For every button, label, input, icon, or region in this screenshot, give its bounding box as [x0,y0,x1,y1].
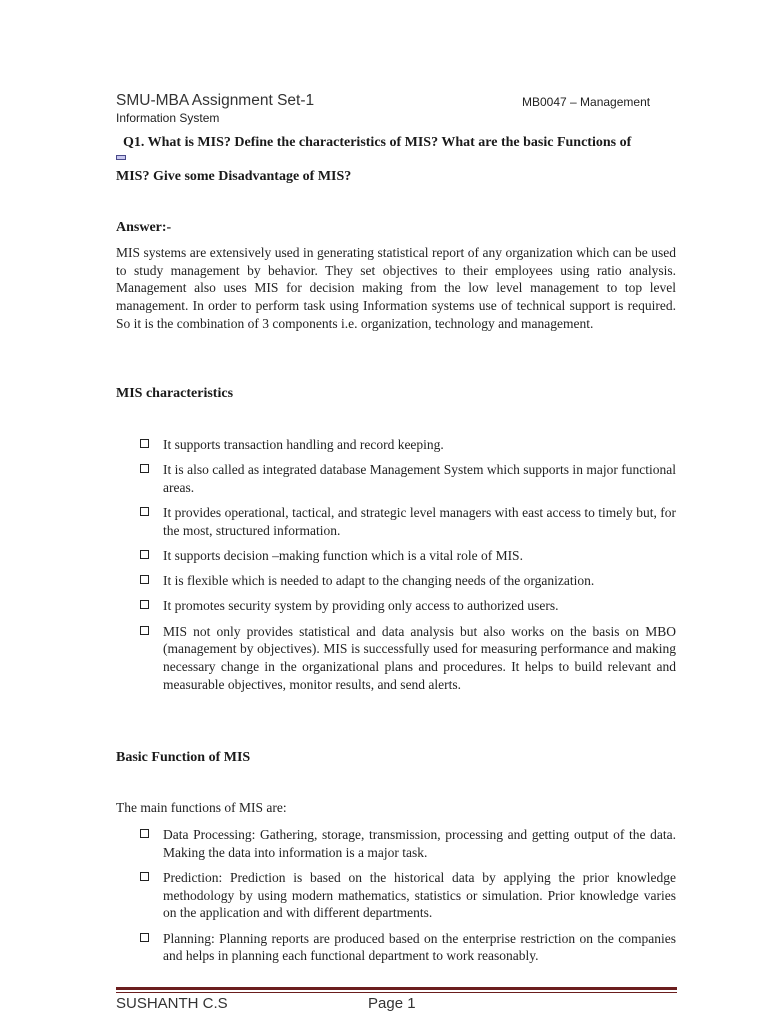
footer-rule-thin [116,992,677,993]
checkbox-bullet-icon [140,464,149,473]
characteristics-title: MIS characteristics [116,386,234,401]
question-line-1: Q1. What is MIS? Define the characteristics of MIS? What are the basic Functions of [123,135,632,150]
list-item: Data Processing: Gathering, storage, transmission, processing and getting output of the data. Making the data into information is a major task. [140,826,676,861]
characteristics-list [140,436,676,701]
functions-title: Basic Function of MIS [116,750,251,765]
header-subtitle: Information System [116,111,220,125]
question-line-2: MIS? Give some Disadvantage of MIS? [116,169,352,184]
footer-page-number: Page 1 [368,995,416,1012]
checkbox-bullet-icon [140,550,149,559]
header-title: SMU-MBA Assignment Set-1 [116,92,315,109]
checkbox-bullet-icon [140,626,149,635]
annotation-marker-icon [116,155,126,160]
list-item: It provides operational, tactical, and strategic level managers with east access to timely but, for the most, structured information. [140,504,676,539]
list-item: It promotes security system by providing only access to authorized users. [140,597,676,615]
answer-paragraph: MIS systems are extensively used in generating statistical report of any organization which can be used to study management by behavior. They set objectives to their employees using ratio analysis. Management also uses MIS for decision making from the low level management to top level management. In order to perform task using Information systems use of technical support is required. So it is the combination of 3 components i.e. organization, technology and management. [116,245,676,331]
question-block [116,134,678,184]
checkbox-bullet-icon [140,933,149,942]
checkbox-bullet-icon [140,439,149,448]
footer-rule-thick [116,987,677,990]
checkbox-bullet-icon [140,829,149,838]
functions-list [140,826,676,972]
answer-label: Answer:- [116,220,172,235]
list-item: It is flexible which is needed to adapt to the changing needs of the organization. [140,572,676,590]
list-item: It is also called as integrated database Management System which supports in major functional areas. [140,461,676,496]
functions-intro: The main functions of MIS are: [116,800,287,815]
header-course: MB0047 – Management [522,95,651,109]
checkbox-bullet-icon [140,600,149,609]
list-item: It supports transaction handling and record keeping. [140,436,676,454]
list-item: Prediction: Prediction is based on the historical data by applying the prior knowledge methodology by using modern mathematics, statistics or simulation. Prior knowledge varies on the application and with different departments. [140,869,676,922]
checkbox-bullet-icon [140,507,149,516]
list-item: MIS not only provides statistical and data analysis but also works on the basis on MBO (management by objectives). MIS is successfully used for measuring performance and making necessary change in the organizational plans and procedures. It helps to build relevant and measurable objectives, monitor results, and send alerts. [140,623,676,694]
checkbox-bullet-icon [140,575,149,584]
footer-author: SUSHANTH C.S [116,995,228,1012]
list-item: It supports decision –making function which is a vital role of MIS. [140,547,676,565]
list-item: Planning: Planning reports are produced based on the enterprise restriction on the companies and helps in planning each functional department to work reasonably. [140,930,676,965]
checkbox-bullet-icon [140,872,149,881]
